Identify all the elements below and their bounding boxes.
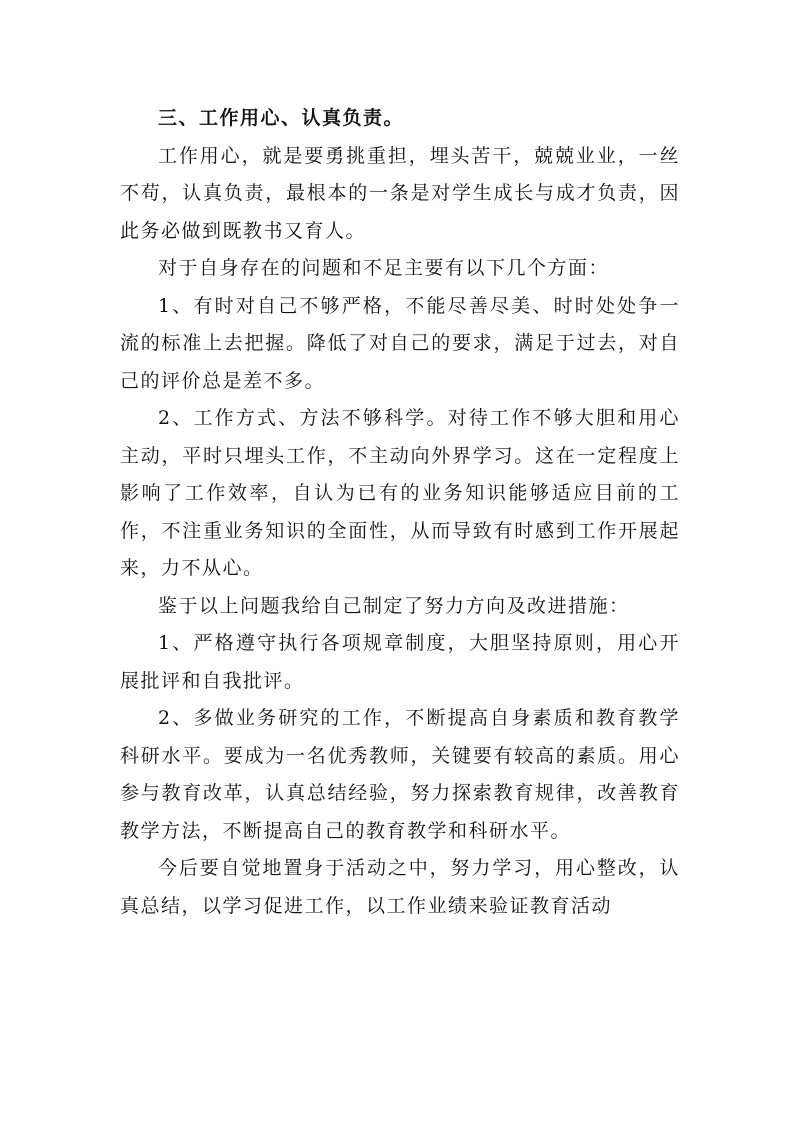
paragraph-problem-1: 1、有时对自己不够严格，不能尽善尽美、时时处处争一流的标准上去把握。降低了对自己的要求，满足于过去，对自己的评价总是差不多。 xyxy=(120,294,680,392)
document-body xyxy=(120,100,680,925)
paragraph-problems-intro: 对于自身存在的问题和不足主要有以下几个方面： xyxy=(158,257,610,279)
paragraph-measures-intro: 鉴于以上问题我给自己制定了努力方向及改进措施： xyxy=(158,594,630,617)
paragraph-measure-1: 1、严格遵守执行各项规章制度，大胆坚持原则，用心开展批评和自我批评。 xyxy=(120,632,680,692)
section-heading: 三、工作用心、认真负责。 xyxy=(158,107,405,129)
paragraph-measure-2: 2、多做业务研究的工作，不断提高自身素质和教育教学科研水平。要成为一名优秀教师，关键要有较高的素质。用心参与教育改革，认真总结经验，努力探索教育规律，改善教育教学方法，不断提高自己的教育教学和科研水平。 xyxy=(120,707,680,842)
paragraph-work-attitude: 工作用心，就是要勇挑重担，埋头苦干，兢兢业业，一丝不苟，认真负责，最根本的一条是对学生成长与成才负责，因此务必做到既教书又育人。 xyxy=(120,144,680,242)
paragraph-problem-2: 2、工作方式、方法不够科学。对待工作不够大胆和用心主动，平时只埋头工作，不主动向外界学习。这在一定程度上影响了工作效率，自认为已有的业务知识能够适应目前的工作，不注重业务知识的全面性，从而导致有时感到工作开展起来，力不从心。 xyxy=(120,407,680,579)
paragraph-future: 今后要自觉地置身于活动之中，努力学习，用心整改，认真总结，以学习促进工作，以工作业绩来验证教育活动 xyxy=(120,857,680,917)
